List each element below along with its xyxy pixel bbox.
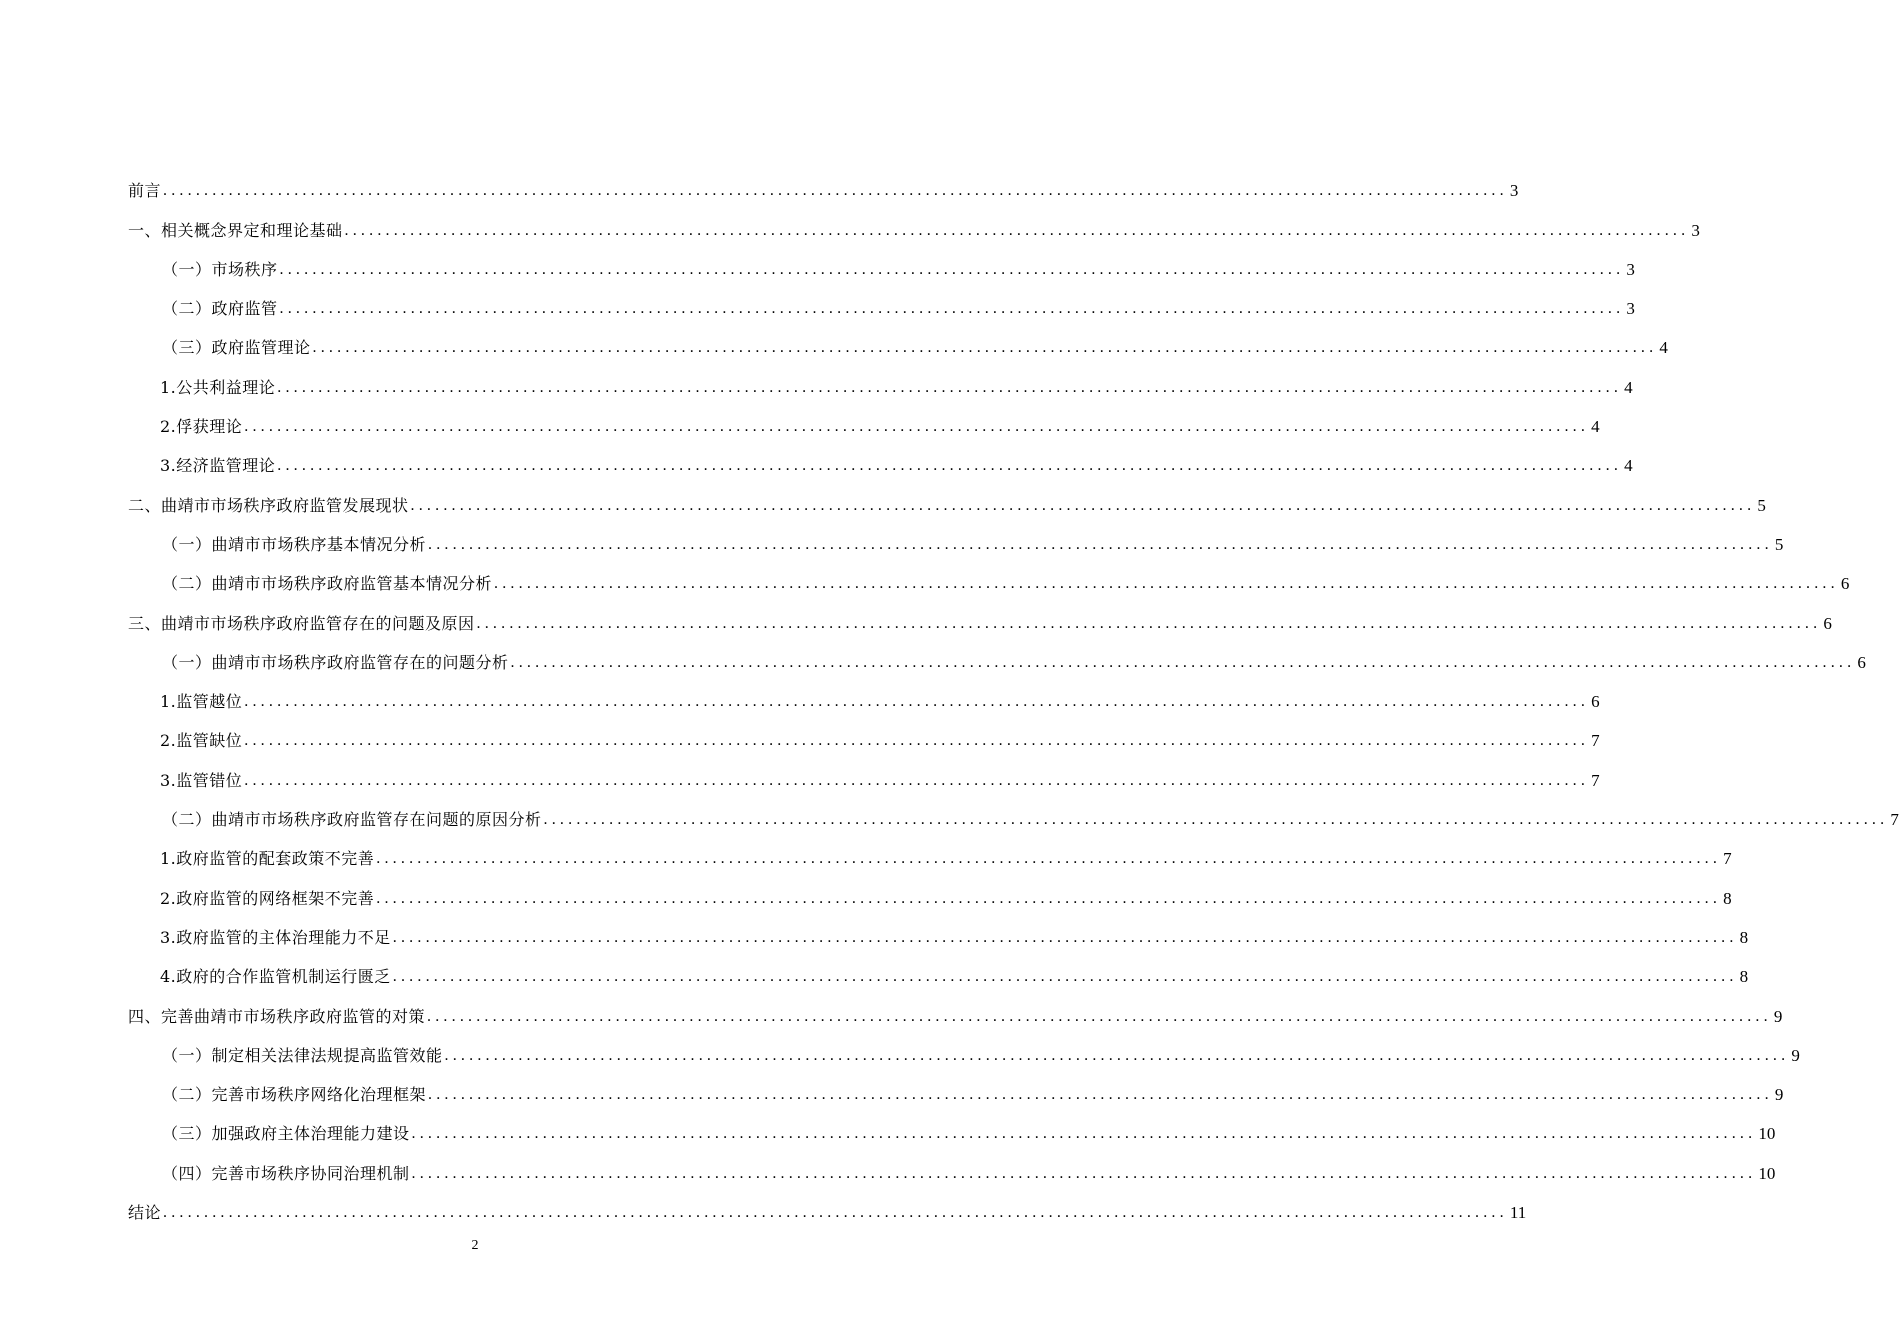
toc-entry-page: 9 [1791, 1045, 1800, 1065]
toc-leader-dots: .................................................................................................................................................................... [277, 457, 1623, 475]
toc-leader-dots: .................................................................................................................................................................... [163, 182, 1508, 200]
toc-entry-title: （三）政府监管理论 [162, 338, 311, 358]
toc-leader-dots: .................................................................................................................................................................... [427, 1007, 1772, 1025]
toc-entry-title: 2.监管缺位 [160, 731, 243, 751]
toc-entry-page: 8 [1723, 888, 1732, 908]
toc-entry[interactable] [128, 400, 1600, 439]
toc-leader-dots: .................................................................................................................................................................... [244, 693, 1590, 711]
toc-entry-title: （一）市场秩序 [162, 259, 278, 279]
toc-entry[interactable] [128, 1068, 1784, 1107]
toc-entry-page: 7 [1723, 849, 1732, 869]
toc-entry[interactable] [128, 636, 1866, 675]
toc-entry[interactable] [128, 203, 1700, 242]
toc-entry[interactable] [128, 164, 1519, 203]
toc-leader-dots: .................................................................................................................................................................... [510, 653, 1856, 671]
toc-entry[interactable] [128, 478, 1766, 517]
toc-entry-page: 6 [1857, 652, 1866, 672]
toc-entry-title: （一）曲靖市市场秩序政府监管存在的问题分析 [162, 652, 509, 672]
toc-entry-title: （一）曲靖市市场秩序基本情况分析 [162, 534, 427, 554]
toc-entry-title: （二）曲靖市市场秩序政府监管基本情况分析 [162, 574, 493, 594]
toc-entry-title: 2.俘获理论 [160, 417, 243, 437]
toc-leader-dots: .................................................................................................................................................................... [444, 1046, 1790, 1064]
toc-leader-dots: .................................................................................................................................................................... [244, 732, 1590, 750]
toc-entry-title: （四）完善市场秩序协同治理机制 [162, 1163, 410, 1183]
toc-entry-page: 3 [1691, 220, 1700, 240]
toc-entry-page: 10 [1758, 1124, 1776, 1144]
toc-entry-title: 1.政府监管的配套政策不完善 [160, 849, 375, 869]
toc-entry[interactable] [128, 989, 1783, 1028]
toc-entry-title: 三、曲靖市市场秩序政府监管存在的问题及原因 [128, 613, 475, 633]
toc-entry[interactable] [128, 675, 1600, 714]
toc-entry[interactable] [128, 321, 1668, 360]
toc-entry-page: 5 [1774, 534, 1784, 554]
toc-leader-dots: .................................................................................................................................................................... [392, 928, 1738, 946]
toc-entry-page: 3 [1509, 181, 1519, 201]
toc-entry-page: 5 [1757, 495, 1766, 515]
toc-entry-title: （一）制定相关法律法规提高监管效能 [162, 1045, 443, 1065]
toc-entry-title: 3.监管错位 [160, 770, 243, 790]
toc-leader-dots: .................................................................................................................................................................... [494, 575, 1839, 593]
toc-leader-dots: .................................................................................................................................................................... [312, 339, 1658, 357]
toc-entry[interactable] [128, 282, 1635, 321]
toc-entry-page: 11 [1509, 1203, 1527, 1223]
toc-entry-title: （二）政府监管 [162, 299, 278, 319]
toc-entry[interactable] [128, 714, 1600, 753]
toc-entry-page: 7 [1591, 731, 1600, 751]
toc-leader-dots: .................................................................................................................................................................... [376, 889, 1722, 907]
toc-entry-title: 一、相关概念界定和理论基础 [128, 220, 343, 240]
toc-entry-title: 结论 [128, 1203, 162, 1223]
toc-leader-dots: .................................................................................................................................................................... [411, 1125, 1757, 1143]
toc-entry-title: 3.经济监管理论 [160, 456, 276, 476]
toc-entry-page: 4 [1659, 338, 1668, 358]
toc-entry-title: 4.政府的合作监管机制运行匮乏 [160, 967, 391, 987]
toc-entry[interactable] [128, 1186, 1527, 1225]
toc-entry-page: 8 [1739, 927, 1749, 947]
toc-entry[interactable] [128, 871, 1732, 910]
toc-entry-title: 四、完善曲靖市市场秩序政府监管的对策 [128, 1006, 426, 1026]
toc-leader-dots: .................................................................................................................................................................... [244, 418, 1590, 436]
toc-entry[interactable] [128, 793, 1899, 832]
toc-entry-title: （二）曲靖市市场秩序政府监管存在问题的原因分析 [162, 810, 542, 830]
toc-leader-dots: .................................................................................................................................................................... [428, 1086, 1773, 1104]
toc-entry[interactable] [128, 518, 1784, 557]
toc-entry[interactable] [128, 360, 1633, 399]
toc-entry-page: 6 [1591, 692, 1600, 712]
toc-entry[interactable] [128, 832, 1732, 871]
toc-leader-dots: .................................................................................................................................................................... [476, 614, 1822, 632]
toc-leader-dots: .................................................................................................................................................................... [279, 260, 1625, 278]
toc-leader-dots: .................................................................................................................................................................... [344, 221, 1690, 239]
toc-entry[interactable] [128, 439, 1633, 478]
toc-entry-page: 4 [1624, 456, 1633, 476]
toc-leader-dots: .................................................................................................................................................................... [163, 1204, 1508, 1222]
toc-entry[interactable] [128, 950, 1749, 989]
toc-leader-dots: .................................................................................................................................................................... [392, 968, 1738, 986]
toc-entry-title: 1.公共利益理论 [160, 377, 276, 397]
toc-leader-dots: .................................................................................................................................................................... [428, 535, 1773, 553]
toc-leader-dots: .................................................................................................................................................................... [410, 496, 1756, 514]
page-number: 2 [471, 1238, 479, 1253]
toc-leader-dots: .................................................................................................................................................................... [411, 1164, 1757, 1182]
toc-leader-dots: .................................................................................................................................................................... [244, 771, 1590, 789]
toc-entry-title: 1.监管越位 [160, 692, 243, 712]
toc-leader-dots: .................................................................................................................................................................... [543, 811, 1889, 829]
toc-entry-title: （二）完善市场秩序网络化治理框架 [162, 1085, 427, 1105]
toc-entry-page: 9 [1774, 1085, 1784, 1105]
toc-entry-page: 7 [1890, 810, 1899, 830]
toc-entry-page: 3 [1626, 259, 1635, 279]
toc-leader-dots: .................................................................................................................................................................... [277, 378, 1623, 396]
toc-entry[interactable] [128, 911, 1749, 950]
toc-entry-title: 前言 [128, 181, 162, 201]
toc-entry-title: 二、曲靖市市场秩序政府监管发展现状 [128, 495, 409, 515]
toc-entry-page: 3 [1626, 299, 1635, 319]
toc-entry[interactable] [128, 753, 1600, 792]
toc-entry-page: 6 [1840, 574, 1850, 594]
toc-leader-dots: .................................................................................................................................................................... [376, 850, 1722, 868]
toc-entry[interactable] [128, 557, 1850, 596]
table-of-contents [128, 164, 1899, 1225]
toc-entry-page: 10 [1758, 1163, 1776, 1183]
toc-entry[interactable] [128, 1029, 1800, 1068]
toc-entry-title: 3.政府监管的主体治理能力不足 [160, 927, 391, 947]
toc-entry[interactable] [128, 1146, 1776, 1185]
toc-entry-page: 9 [1773, 1006, 1783, 1026]
toc-entry-page: 4 [1591, 417, 1600, 437]
toc-entry-page: 4 [1624, 377, 1633, 397]
toc-entry-title: （三）加强政府主体治理能力建设 [162, 1124, 410, 1144]
toc-entry-title: 2.政府监管的网络框架不完善 [160, 888, 375, 908]
toc-entry-page: 6 [1823, 613, 1832, 633]
toc-entry-page: 7 [1591, 770, 1600, 790]
toc-entry-page: 8 [1739, 967, 1749, 987]
toc-entry[interactable] [128, 1107, 1776, 1146]
toc-entry[interactable] [128, 596, 1832, 635]
toc-leader-dots: .................................................................................................................................................................... [279, 300, 1625, 318]
toc-entry[interactable] [128, 243, 1635, 282]
